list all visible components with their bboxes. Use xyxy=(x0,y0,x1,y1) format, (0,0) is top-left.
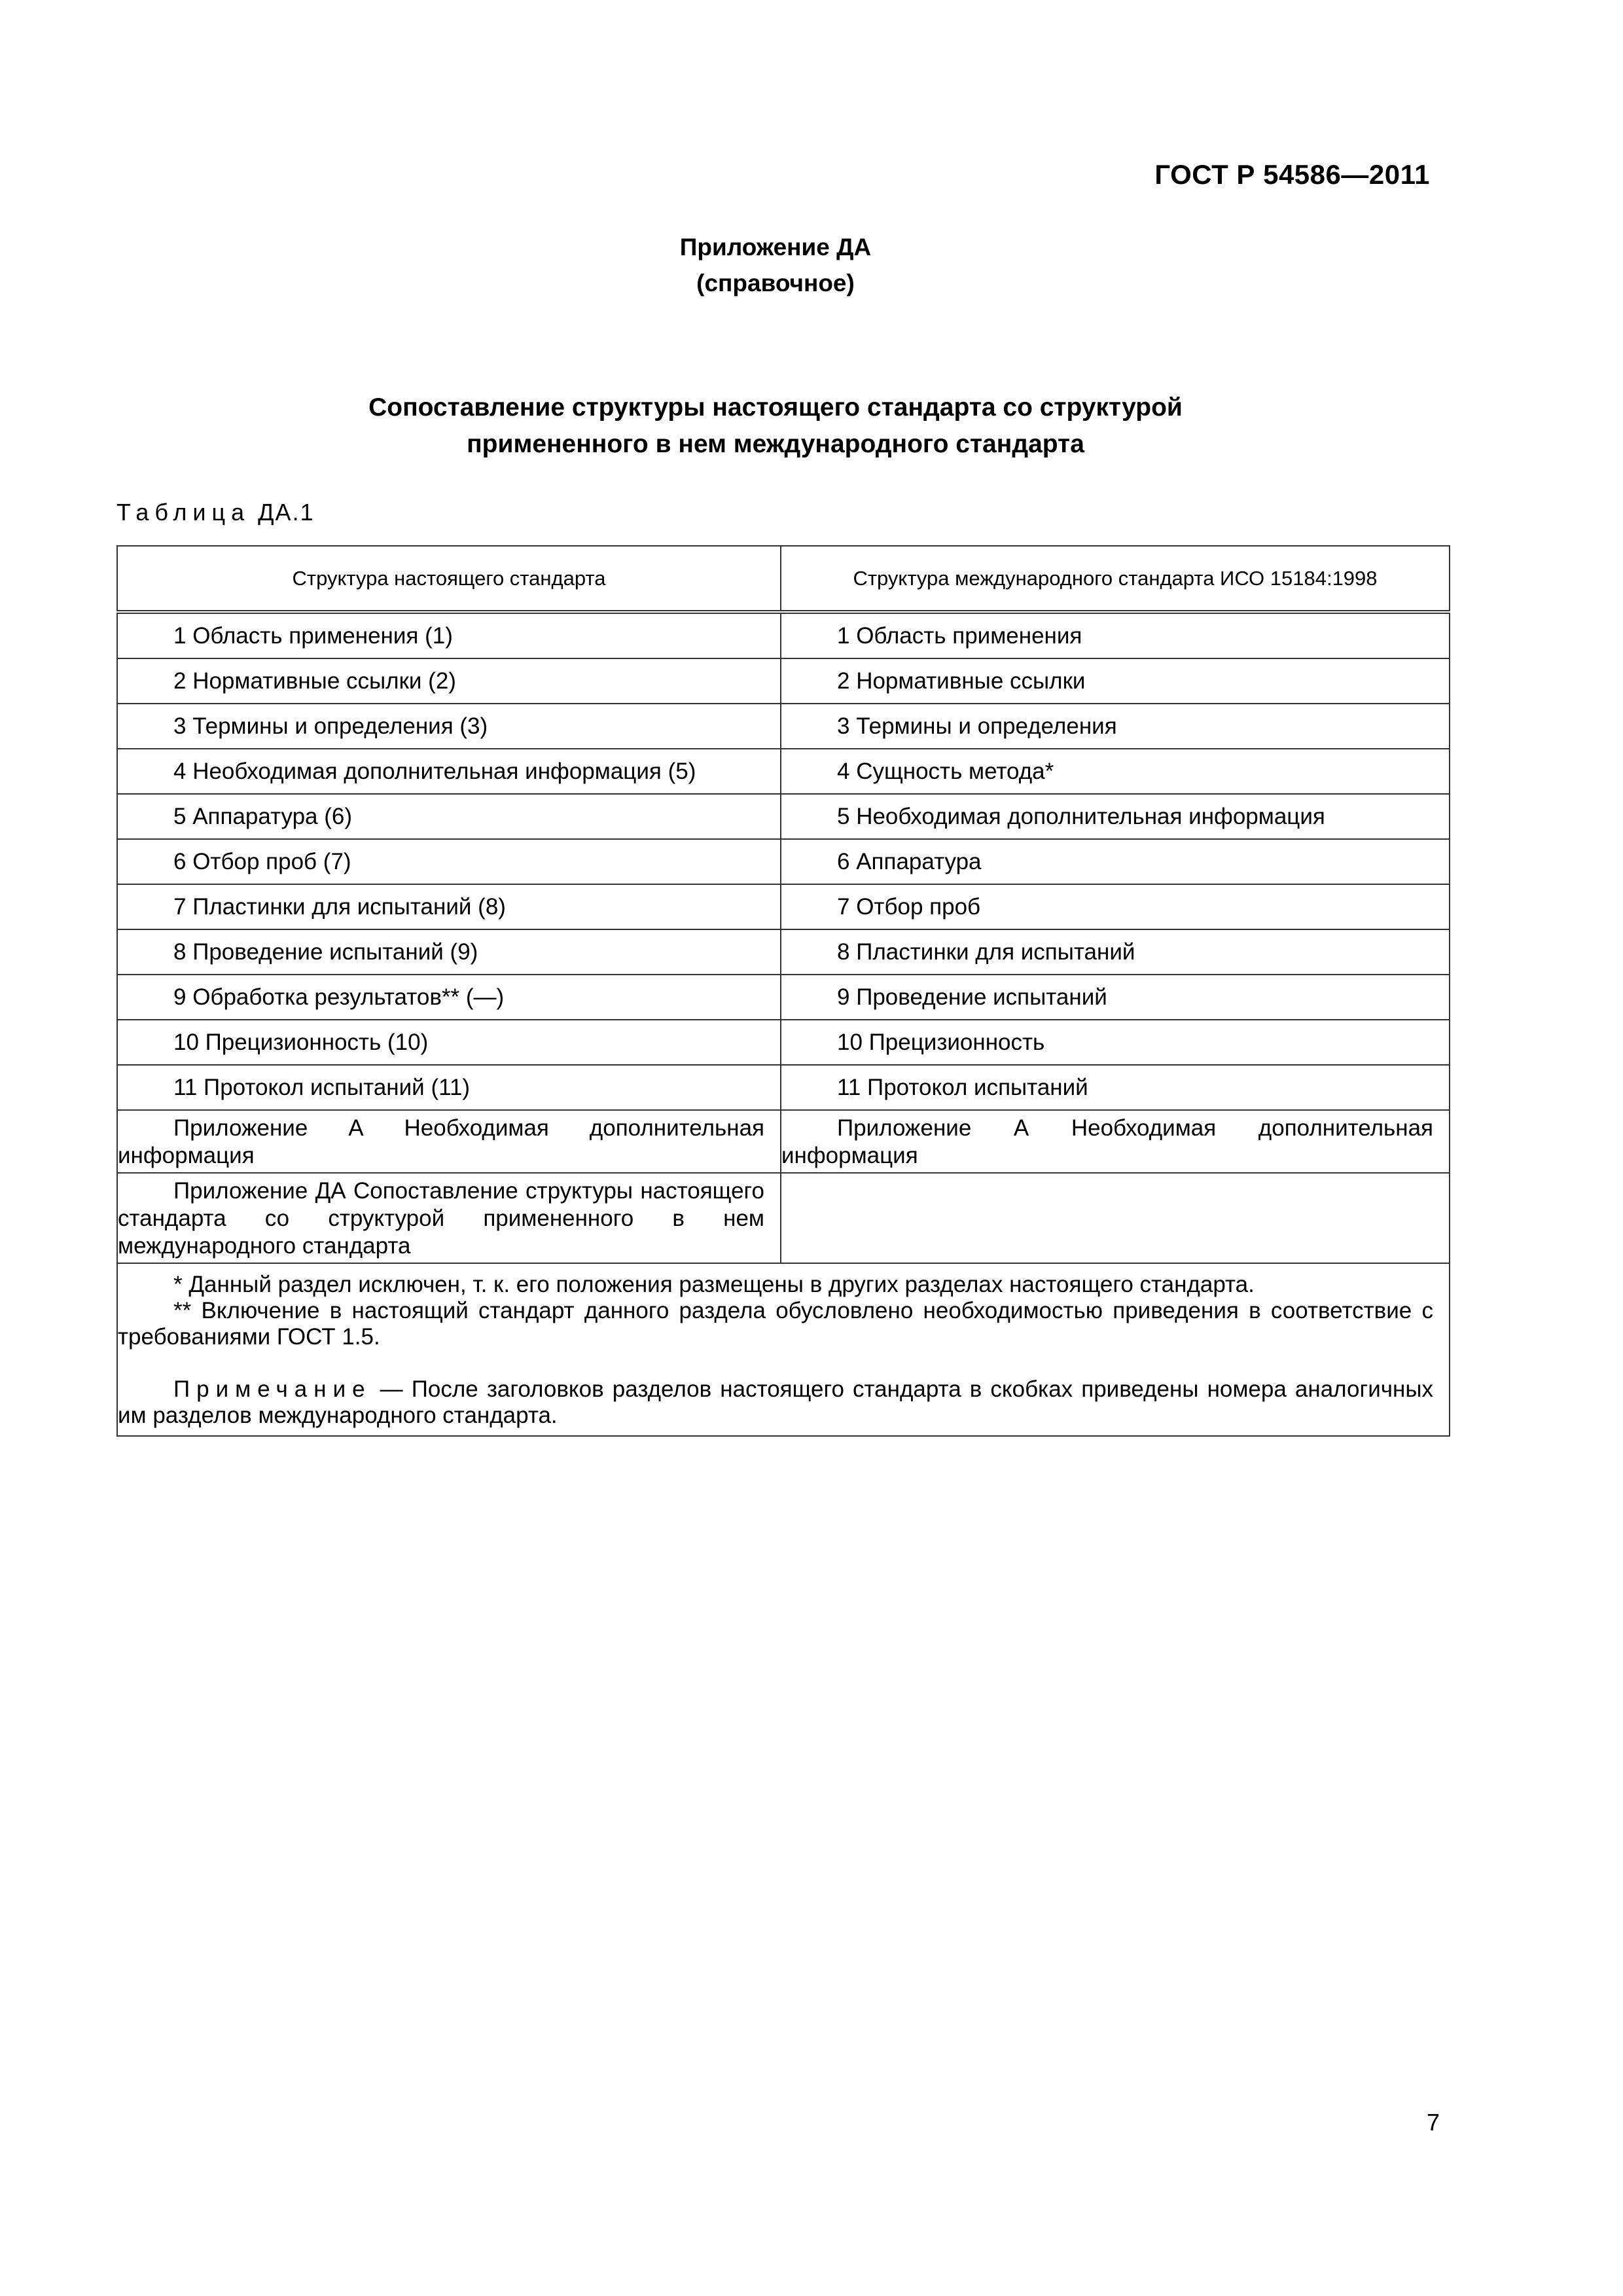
cell-right: 5 Необходимая дополнительная информация xyxy=(781,794,1450,839)
cell-text: Приложение А Необходимая дополнительная информация xyxy=(781,1115,1433,1168)
cell-left: 10 Прецизионность (10) xyxy=(117,1020,781,1065)
cell-right: 1 Область применения xyxy=(781,612,1450,658)
cell-left: 9 Обработка результатов** (—) xyxy=(117,975,781,1020)
document-id: ГОСТ Р 54586—2011 xyxy=(1154,159,1430,190)
table-row xyxy=(117,612,1450,658)
note-label: Примечание xyxy=(173,1376,372,1402)
cell-left xyxy=(117,1110,781,1173)
page-number: 7 xyxy=(1427,2109,1440,2136)
table-label-word: Таблица xyxy=(116,499,251,526)
comparison-table xyxy=(116,545,1450,1437)
table-row-appendix-da xyxy=(117,1173,1450,1263)
appendix-subtitle: (справочное) xyxy=(696,270,855,296)
appendix-heading xyxy=(0,229,1551,301)
table-row xyxy=(117,884,1450,929)
table-header-row xyxy=(117,546,1450,612)
cell-text: Приложение А Необходимая дополнительная информация xyxy=(118,1115,764,1168)
note-text: — После заголовков разделов настоящего стандарта в скобках приведены номера аналогичных им разделов международного стандарта. xyxy=(118,1376,1433,1428)
cell-left: 4 Необходимая дополнительная информация (5) xyxy=(117,749,781,794)
cell-left: 5 Аппаратура (6) xyxy=(117,794,781,839)
cell-right: 6 Аппаратура xyxy=(781,839,1450,884)
cell-left xyxy=(117,1173,781,1263)
cell-right: 3 Термины и определения xyxy=(781,704,1450,749)
footnote-double-star: ** Включение в настоящий стандарт данного раздела обусловлено необходимостью приведения в соответствие с требованиями ГОСТ 1.5. xyxy=(118,1298,1433,1350)
cell-text: Приложение ДА Сопоставление структуры настоящего стандарта со структурой примененного в нем международного стандарта xyxy=(118,1178,764,1259)
cell-right xyxy=(781,1110,1450,1173)
cell-right xyxy=(781,1173,1450,1263)
footnote-single-star: * Данный раздел исключен, т. к. его положения размещены в других разделах настоящего стандарта. xyxy=(173,1272,1255,1297)
header-international-standard: Структура международного стандарта ИСО 15184:1998 xyxy=(781,546,1450,612)
cell-right: 9 Проведение испытаний xyxy=(781,975,1450,1020)
table-row xyxy=(117,658,1450,704)
table-note xyxy=(118,1376,1433,1429)
cell-right: 4 Сущность метода* xyxy=(781,749,1450,794)
cell-left: 11 Протокол испытаний (11) xyxy=(117,1065,781,1110)
footnotes-cell xyxy=(117,1263,1450,1436)
cell-left: 8 Проведение испытаний (9) xyxy=(117,929,781,975)
cell-right: 11 Протокол испытаний xyxy=(781,1065,1450,1110)
header-national-standard: Структура настоящего стандарта xyxy=(117,546,781,612)
table-row xyxy=(117,794,1450,839)
cell-left: 7 Пластинки для испытаний (8) xyxy=(117,884,781,929)
table-row xyxy=(117,1020,1450,1065)
table-label-number: ДА.1 xyxy=(258,499,315,526)
table-row xyxy=(117,1065,1450,1110)
page-title xyxy=(0,389,1551,463)
title-line-1: Сопоставление структуры настоящего стандарта со структурой xyxy=(368,393,1183,422)
cell-right: 8 Пластинки для испытаний xyxy=(781,929,1450,975)
cell-left: 2 Нормативные ссылки (2) xyxy=(117,658,781,704)
cell-left: 6 Отбор проб (7) xyxy=(117,839,781,884)
title-line-2: примененного в нем международного стандарта xyxy=(467,430,1084,458)
cell-left: 3 Термины и определения (3) xyxy=(117,704,781,749)
table-row xyxy=(117,839,1450,884)
table-row-appendix-a xyxy=(117,1110,1450,1173)
table-footnotes-row xyxy=(117,1263,1450,1436)
table-row xyxy=(117,929,1450,975)
cell-right: 7 Отбор проб xyxy=(781,884,1450,929)
table-row xyxy=(117,704,1450,749)
table-label xyxy=(116,499,315,526)
appendix-title: Приложение ДА xyxy=(679,234,872,260)
cell-right: 2 Нормативные ссылки xyxy=(781,658,1450,704)
cell-right: 10 Прецизионность xyxy=(781,1020,1450,1065)
table-row xyxy=(117,749,1450,794)
table-row xyxy=(117,975,1450,1020)
cell-left: 1 Область применения (1) xyxy=(117,612,781,658)
